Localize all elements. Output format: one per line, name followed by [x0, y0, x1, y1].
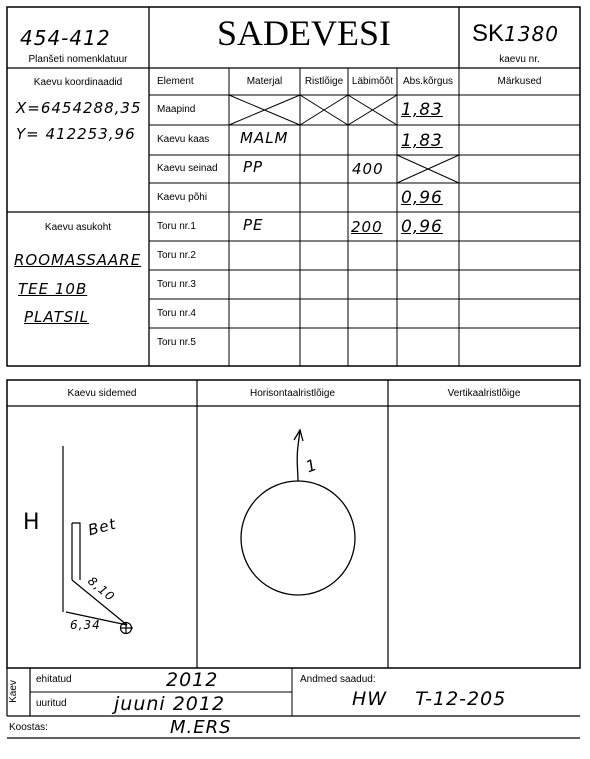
well-label: kaevu nr.: [499, 54, 540, 65]
location-line-3: PLATSIL: [24, 308, 90, 326]
row-element: Toru nr.4: [157, 308, 196, 319]
vertical-section-label: Vertikaalristlõige: [447, 388, 521, 399]
built-label: ehitatud: [36, 674, 72, 685]
row-element: Toru nr.2: [157, 250, 196, 261]
cell-abs-korgus: 1,83: [401, 100, 443, 120]
author-value: M.ERS: [170, 717, 232, 738]
row-element: Kaevu seinad: [157, 163, 218, 174]
row-element: Kaevu kaas: [157, 134, 210, 145]
built-value: 2012: [166, 669, 219, 691]
page-title: SADEVESI: [216, 13, 391, 53]
connections-label: Kaevu sidemed: [67, 388, 137, 399]
cell-materjal: PP: [243, 158, 264, 176]
data-source-value: HW T-12-205: [352, 688, 507, 710]
well-prefix: SK: [472, 20, 505, 47]
cell-materjal: PE: [243, 216, 264, 234]
connections-sketch: [63, 446, 133, 634]
cell-abs-korgus: 1,83: [401, 131, 443, 151]
well-number: [472, 20, 559, 48]
horizontal-section-sketch: [241, 430, 355, 595]
horizontal-section-label: Horisontaalristlõige: [249, 388, 336, 399]
cell-abs-korgus: 0,96: [401, 188, 443, 208]
distance-label-2: 6,34: [70, 618, 101, 632]
th-labimoot: Läbimõõt: [351, 76, 394, 87]
cell-labimoot: 200: [351, 218, 383, 236]
coordinates-label: Kaevu koordinaadid: [33, 77, 123, 88]
row-element: Kaevu põhi: [157, 192, 208, 203]
cell-abs-korgus: 0,96: [401, 217, 443, 237]
row-element: Toru nr.5: [157, 337, 196, 348]
h-mark: H: [23, 510, 41, 535]
distance-label-1: 8,10: [85, 573, 118, 605]
bet-mark: Bet: [86, 514, 119, 540]
th-element: Element: [157, 76, 194, 87]
coordinate-x: X=6454288,35: [16, 99, 142, 117]
plansheet-label: Planšeti nomenklatuur: [28, 54, 128, 65]
plansheet-code: 454-412: [20, 26, 111, 50]
th-materjal: Materjal: [246, 76, 283, 87]
row-element: Toru nr.3: [157, 279, 196, 290]
location-label: Kaevu asukoht: [44, 222, 112, 233]
row-element: Toru nr.1: [157, 221, 196, 232]
data-source-label: Andmed saadud:: [300, 674, 376, 685]
surveyed-label: uuritud: [36, 698, 67, 709]
location-line-1: ROOMASSAARE: [14, 251, 142, 269]
cell-labimoot: 400: [352, 160, 384, 178]
surveyed-value: juuni 2012: [114, 693, 226, 715]
kaev-label: Kaev: [7, 680, 19, 703]
coordinate-y: Y= 412253,96: [16, 125, 136, 143]
row-element: Maapind: [157, 104, 196, 115]
th-markused: Märkused: [497, 76, 542, 87]
th-ristloige: Ristlõige: [304, 76, 344, 87]
th-abs-korgus: Abs.kõrgus: [402, 76, 454, 87]
cell-materjal: MALM: [240, 129, 289, 147]
pipe-number: 1: [303, 454, 321, 477]
well-number-value: 1380: [504, 22, 559, 46]
author-label: Koostas:: [9, 722, 48, 733]
location-line-2: TEE 10B: [18, 280, 88, 298]
